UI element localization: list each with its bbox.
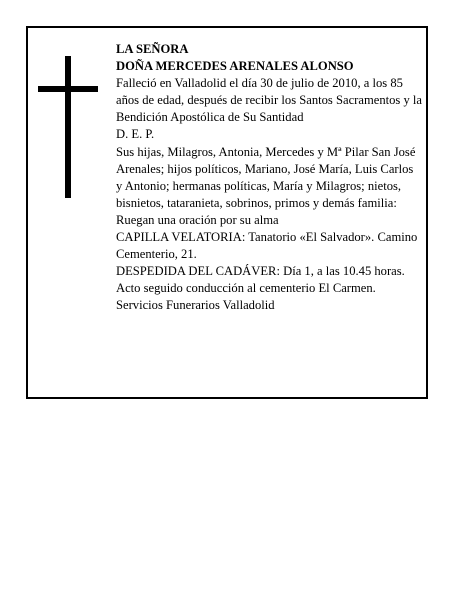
death-details: Falleció en Valladolid el día 30 de julio de 2010, a los 85 años de edad, después de recibir los Santos Sacramentos y la Bendición Apostólica de Su Santidad <box>116 76 423 125</box>
funeral-details: DESPEDIDA DEL CADÁVER: Día 1, a las 10.45 horas. Acto seguido conducción al cementerio El Carmen. <box>116 264 405 296</box>
latin-cross-icon <box>38 56 98 198</box>
family-list: Sus hijas, Milagros, Antonia, Mercedes y Mª Pilar San José Arenales; hijos políticos, Mariano, José María, Luis Carlos y Antonio; hermanas políticas, María y Milagros; nietos, bisnietos, tataranieta, sobrinos, primos y demás familia: <box>116 144 416 210</box>
deceased-name: DOÑA MERCEDES ARENALES ALONSO <box>116 59 354 74</box>
notice-heading: LA SEÑORA <box>116 42 189 56</box>
rest-in-peace: D. E. P. <box>116 127 155 142</box>
notice-text <box>116 41 422 315</box>
prayer-request: Ruegan una oración por su alma <box>116 212 279 227</box>
cross-vertical-bar <box>65 56 71 198</box>
wake-location: CAPILLA VELATORIA: Tanatorio «El Salvador». Camino Cementerio, 21. <box>116 230 418 262</box>
obituary-notice <box>26 26 428 399</box>
cross-horizontal-bar <box>38 86 98 92</box>
funeral-service-provider: Servicios Funerarios Valladolid <box>116 298 275 313</box>
